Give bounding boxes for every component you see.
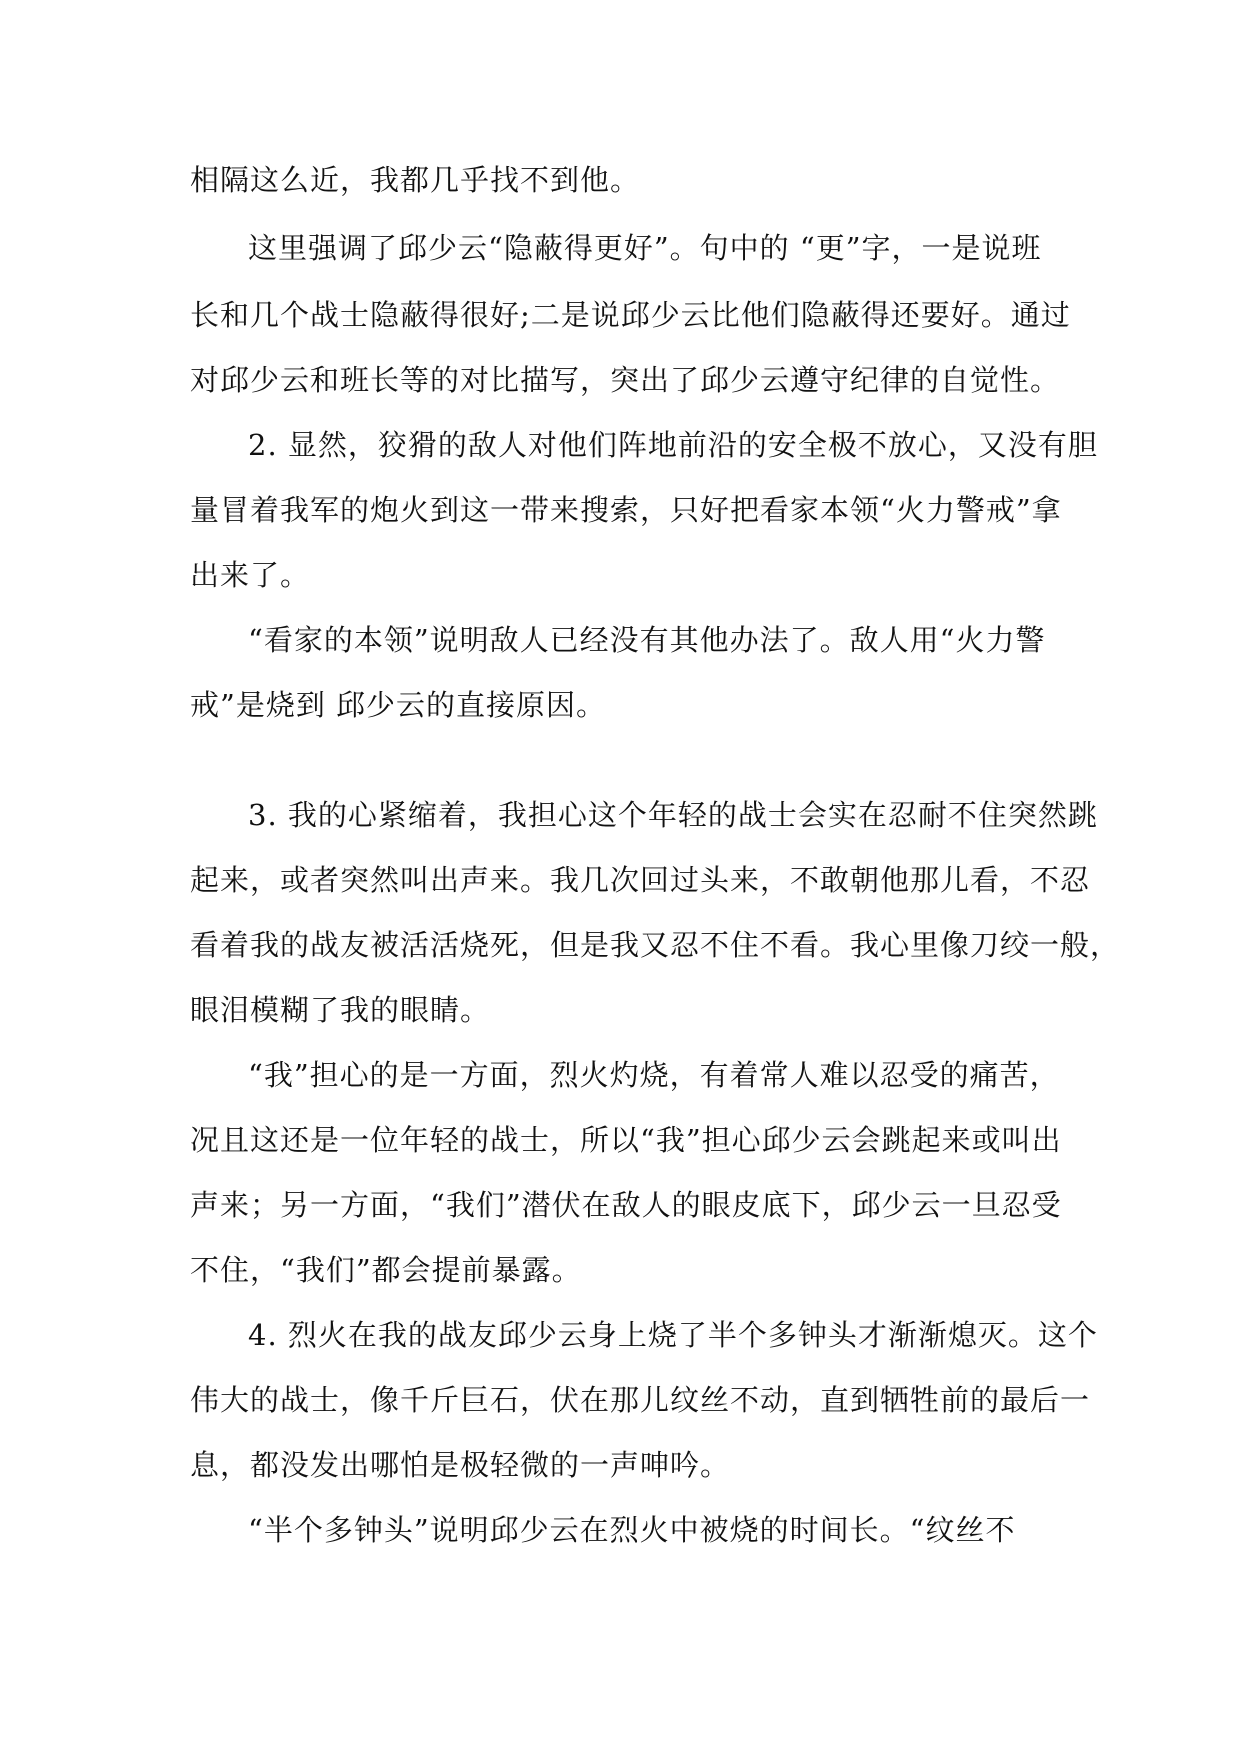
text-line-19: 伟大的战士，像千斤巨石，伏在那儿纹丝不动，直到牺牲前的最后一 [190,1383,1091,1417]
text-line-7: 出来了。 [190,558,311,592]
text-line-11: 起来，或者突然叫出声来。我几次回过头来，不敢朝他那儿看，不忍 [190,863,1091,897]
text-line-2: 这里强调了邱少云“隐蔽得更好”。句中的 “更”字，一是说班 [248,231,1042,265]
text-line-20: 息，都没发出哪怕是极轻微的一声呻吟。 [190,1448,731,1482]
text-line-18: 4. 烈火在我的战友邱少云身上烧了半个多钟头才渐渐熄灭。这个 [248,1318,1098,1352]
text-line-13: 眼泪模糊了我的眼睛。 [190,993,491,1027]
text-line-15: 况且这还是一位年轻的战士，所以“我”担心邱少云会跳起来或叫出 [190,1123,1062,1157]
text-line-4: 对邱少云和班长等的对比描写，突出了邱少云遵守纪律的自觉性。 [190,363,1061,397]
text-line-9: 戒”是烧到 邱少云的直接原因。 [190,688,607,722]
text-line-8: “看家的本领”说明敌人已经没有其他办法了。敌人用“火力警 [248,623,1046,657]
text-line-5: 2. 显然，狡猾的敌人对他们阵地前沿的安全极不放心，又没有胆 [248,428,1098,462]
text-line-21: “半个多钟头”说明邱少云在烈火中被烧的时间长。“纹丝不 [248,1513,1016,1547]
text-line-16: 声来；另一方面，“我们”潜伏在敌人的眼皮底下，邱少云一旦忍受 [190,1188,1062,1222]
text-line-17: 不住，“我们”都会提前暴露。 [190,1253,582,1287]
text-line-6: 量冒着我军的炮火到这一带来搜索，只好把看家本领“火力警戒”拿 [190,493,1062,527]
text-line-12: 看着我的战友被活活烧死，但是我又忍不住不看。我心里像刀绞一般， [190,928,1121,962]
text-line-10: 3. 我的心紧缩着，我担心这个年轻的战士会实在忍耐不住突然跳 [248,798,1098,832]
text-line-1: 相隔这么近，我都几乎找不到他。 [190,163,641,197]
text-line-14: “我”担心的是一方面，烈火灼烧，有着常人难以忍受的痛苦， [248,1058,1060,1092]
text-line-3: 长和几个战士隐蔽得很好;二是说邱少云比他们隐蔽得还要好。通过 [190,298,1071,332]
